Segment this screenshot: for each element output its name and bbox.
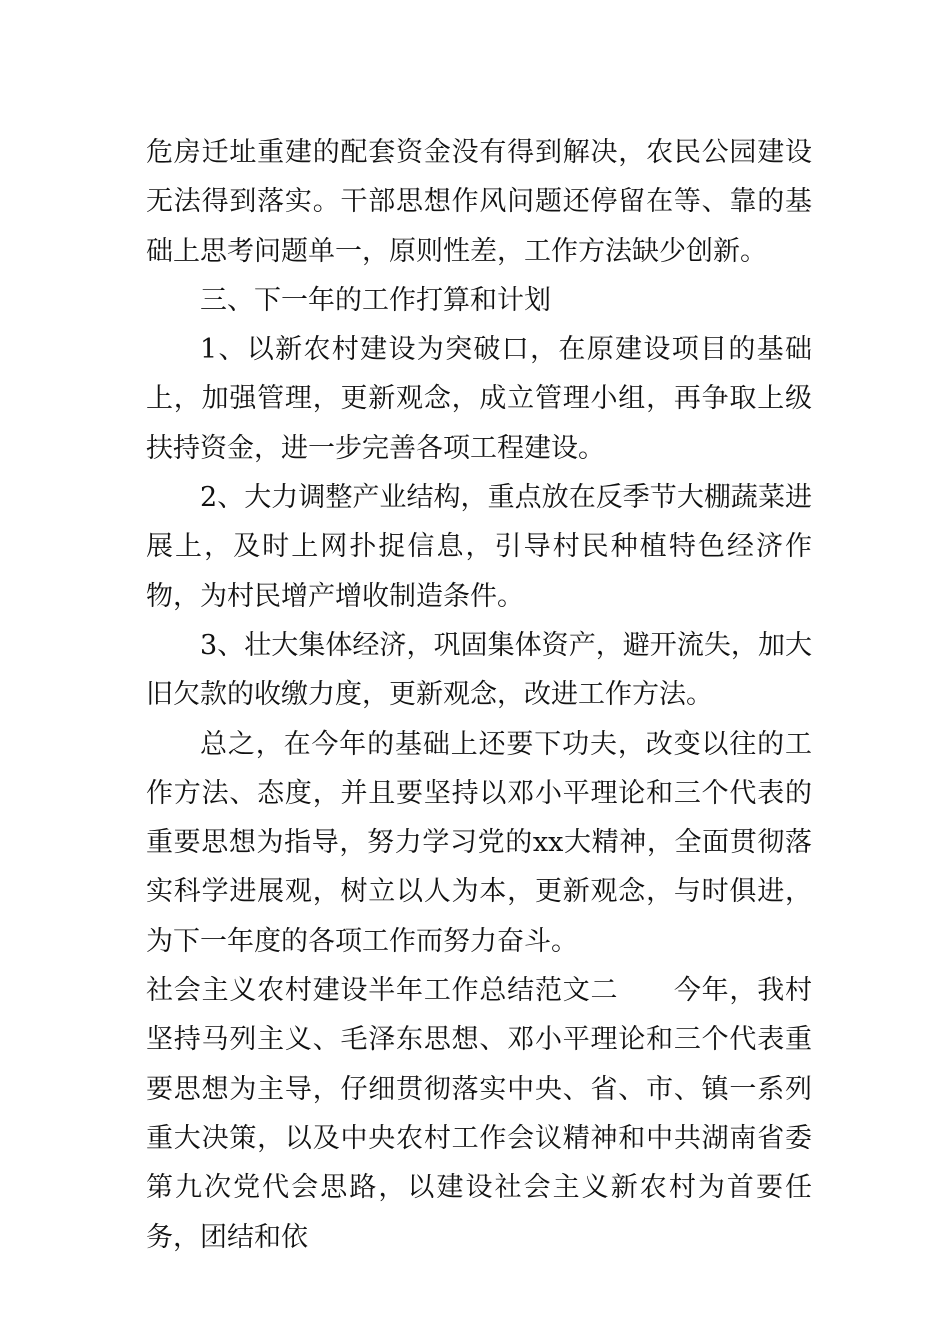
document-page — [146, 128, 812, 1262]
plan-item-1: 1、以新农村建设为突破口，在原建设项目的基础上，加强管理，更新观念，成立管理小组，再争取上级扶持资金，进一步完善各项工程建设。 — [146, 334, 812, 464]
paragraph-conclusion: 总之，在今年的基础上还要下功夫，改变以往的工作方法、态度，并且要坚持以邓小平理论和三个代表的重要思想为指导，努力学习党的xx大精神，全面贯彻落实科学进展观，树立以人为本，更新观念，与时俱进，为下一年度的各项工作而努力奋斗。 — [146, 728, 812, 957]
paragraph-funding-issues: 危房迁址重建的配套资金没有得到解决，农民公园建设无法得到落实。干部思想作风问题还停留在等、靠的基础上思考问题单一，原则性差，工作方法缺少创新。 — [146, 137, 812, 267]
plan-item-3: 3、壮大集体经济，巩固集体资产，避开流失，加大旧欠款的收缴力度，更新观念，改进工作方法。 — [146, 629, 812, 711]
paragraph-sample-two: 社会主义农村建设半年工作总结范文二 今年，我村坚持马列主义、毛泽东思想、邓小平理论和三个代表重要思想为主导，仔细贯彻落实中央、省、市、镇一系列重大决策，以及中央农村工作会议精神和中共湖南省委第九次党代会思路，以建设社会主义新农村为首要任务，团结和依 — [146, 975, 812, 1253]
section-heading-next-year-plan: 三、下一年的工作打算和计划 — [200, 284, 551, 316]
plan-item-2: 2、大力调整产业结构，重点放在反季节大棚蔬菜进展上，及时上网扑捉信息，引导村民种植特色经济作物，为村民增产增收制造条件。 — [146, 482, 812, 612]
